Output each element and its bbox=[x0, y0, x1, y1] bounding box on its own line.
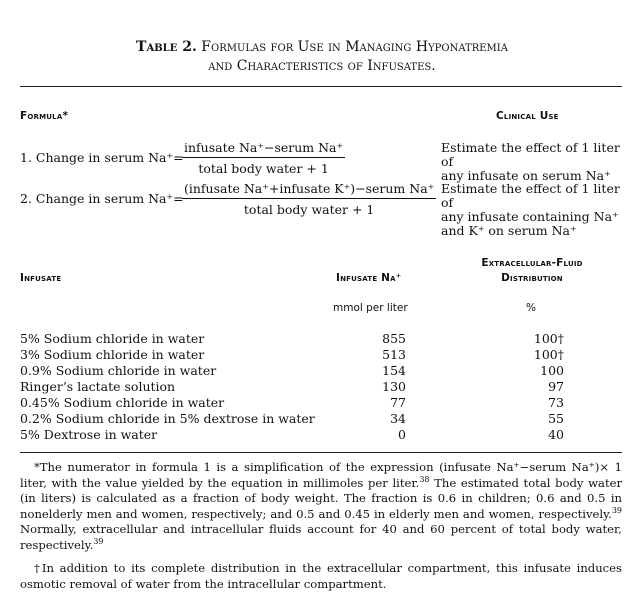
row-na: 513 bbox=[382, 347, 406, 362]
row-infusate: 3% Sodium chloride in water bbox=[20, 347, 205, 362]
row-ecf: 40 bbox=[548, 427, 564, 442]
row-ecf: 97 bbox=[548, 379, 564, 394]
table-row bbox=[20, 331, 622, 347]
formula-2-fraction bbox=[182, 181, 436, 217]
row-na: 154 bbox=[382, 363, 406, 378]
formula-2-use-line-1: Estimate the effect of 1 liter of bbox=[441, 181, 620, 210]
footnote-star bbox=[20, 460, 622, 554]
unit-ecf: % bbox=[526, 302, 536, 314]
row-infusate: 0.45% Sodium chloride in water bbox=[20, 395, 225, 410]
header-infusate-na: Infusate Na⁺ bbox=[336, 272, 402, 284]
table-row bbox=[20, 347, 622, 363]
header-infusate: Infusate bbox=[20, 272, 62, 284]
formula-2-use bbox=[441, 182, 621, 238]
row-na: 0 bbox=[398, 427, 406, 442]
footnote-star-part-3: Normally, extracellular and intracellular fluids account for 40 and 60 percent of total body water, respectively. bbox=[20, 522, 622, 552]
formula-1-use bbox=[441, 141, 621, 183]
footnote-ref-39b: 39 bbox=[93, 537, 104, 547]
unit-na: mmol per liter bbox=[333, 302, 408, 314]
row-ecf: 100† bbox=[533, 347, 564, 362]
formula-1-use-line-1: Estimate the effect of 1 liter of bbox=[441, 140, 620, 169]
table-title bbox=[0, 38, 644, 56]
row-ecf: 100† bbox=[533, 331, 564, 346]
formula-1-fraction bbox=[182, 140, 345, 176]
row-ecf: 100 bbox=[540, 363, 564, 378]
footnote-star-part-2: The estimated total body water (in liters) is calculated as a fraction of body weight. The fraction is 0.6 in children; 0.6 and 0.5 in nonelderly men and women, respectively; and 0.5 and 0.45 in elderly men and women, respectively. bbox=[20, 475, 623, 521]
formula-2-lhs: 2. Change in serum Na⁺= bbox=[20, 191, 184, 206]
formula-1-denominator: total body water + 1 bbox=[198, 161, 329, 176]
title-line-1: Formulas for Use in Managing Hyponatremia bbox=[201, 39, 508, 55]
formula-2-use-line-2: any infusate containing Na⁺ bbox=[441, 209, 619, 224]
row-ecf: 73 bbox=[548, 395, 564, 410]
row-na: 77 bbox=[390, 395, 406, 410]
table-label: Table 2. bbox=[136, 39, 197, 55]
header-formula: Formula* bbox=[20, 110, 69, 122]
row-infusate: Ringer’s lactate solution bbox=[20, 379, 176, 394]
footnote-ref-38: 38 bbox=[419, 474, 430, 484]
row-infusate: 0.2% Sodium chloride in 5% dextrose in water bbox=[20, 411, 315, 426]
header-ecf-line-1: Extracellular-Fluid bbox=[481, 257, 583, 269]
row-infusate: 0.9% Sodium chloride in water bbox=[20, 363, 217, 378]
table-row bbox=[20, 395, 622, 411]
table-row bbox=[20, 411, 622, 427]
row-infusate: 5% Dextrose in water bbox=[20, 427, 158, 442]
formula-2-denominator: total body water + 1 bbox=[243, 202, 375, 217]
formula-1-numerator: infusate Na⁺−serum Na⁺ bbox=[182, 140, 345, 158]
header-clinical-use: Clinical Use bbox=[496, 110, 559, 122]
footnote-dagger: †In addition to its complete distribution in the extracellular compartment, this infusate induces osmotic removal of water from the intracellular compartment. bbox=[20, 561, 622, 591]
footnote-star-part-1: *The numerator in formula 1 is a simplification of the expression (infusate Na⁺−serum Na⁺)× 1 liter, with the value yielded by the equation in millimoles per liter. bbox=[20, 460, 622, 490]
table-row bbox=[20, 363, 622, 379]
footnote-ref-39a: 39 bbox=[611, 505, 622, 515]
title-line-2: and Characteristics of Infusates. bbox=[208, 58, 436, 74]
row-ecf: 55 bbox=[548, 411, 564, 426]
row-na: 34 bbox=[390, 411, 406, 426]
formula-2-numerator: (infusate Na⁺+infusate K⁺)−serum Na⁺ bbox=[182, 181, 436, 199]
top-rule bbox=[20, 86, 622, 87]
formula-1-lhs: 1. Change in serum Na⁺= bbox=[20, 150, 184, 165]
bottom-rule bbox=[20, 452, 622, 453]
header-ecf-line-2: Distribution bbox=[501, 272, 563, 284]
formula-1-use-line-2: any infusate on serum Na⁺ bbox=[441, 168, 611, 183]
table-row bbox=[20, 379, 622, 395]
formula-2-use-line-3: and K⁺ on serum Na⁺ bbox=[441, 223, 577, 238]
row-na: 130 bbox=[382, 379, 406, 394]
table-row bbox=[20, 427, 622, 443]
row-infusate: 5% Sodium chloride in water bbox=[20, 331, 205, 346]
row-na: 855 bbox=[382, 331, 406, 346]
